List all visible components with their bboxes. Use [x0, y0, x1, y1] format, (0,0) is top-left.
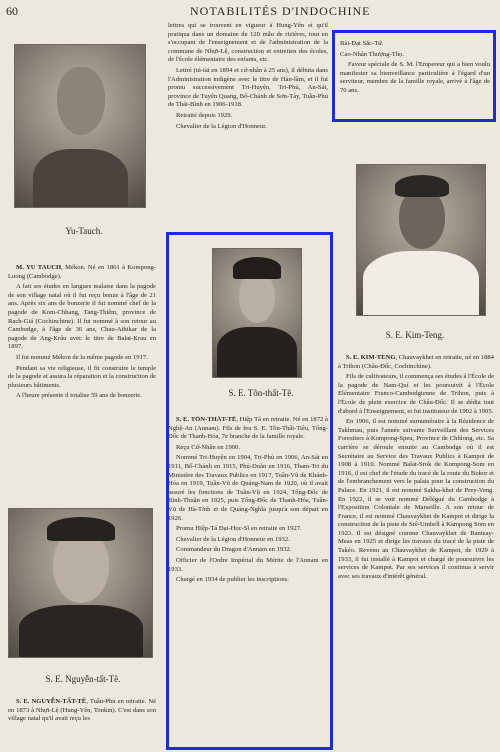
paragraph: A fait ses études en langues malaise dans la pagode de son village natal où il fut reçu bonze à l'âge de 21 ans. Après six ans de bonzerie il fut nommé chef de la pagode de Kom-Chhang, Tang-Thiêm, province de Rach-Giá (Cochinchine). Il fut nommé à son retour au Cambodge, à l'âge de 36 ans, Chau-Athikar de la pagode de Ang-Krâu avec le titre de Balat-Krau en 1897.	[8, 283, 156, 351]
paragraph: Reçu Cử-Nhân en 1900.	[176, 443, 241, 451]
caption-kim-teng: S. E. Kim-Teng.	[385, 330, 445, 340]
paragraph: Chevalier de la Légion d'Honneur.	[176, 122, 267, 130]
caption-yu-tauch: Yu-Tauch.	[65, 226, 103, 236]
paragraph: Chargé en 1934 de publier les inscriptions.	[176, 576, 289, 584]
page-number: 60	[6, 4, 18, 18]
paragraph: Chevalier de la Légion d'Honneur en 1932.	[176, 535, 290, 543]
paragraph: Cao-Nhân Thượng-Thọ.	[340, 50, 405, 58]
paragraph: Nommé Tri-Huyện en 1904, Tri-Phủ en 1906, An-Sát en 1911, Bố-Chánh en 1915, Phủ-Doãn en 1916, Tham-Tri du Ministère des Travaux Publics en 1917, Tuần-Vũ de Khánh-Hòa en 1919, Tuần-Vũ de Quảng-Nam de 1920, où il avait assuré les fonctions de Tuần-Vũ en 1924, Tổng-Đốc de Bình-Thuận en 1925, puis Tổng-Đốc de Thanh-Hóa, Tuần-Vũ de Hà-Tĩnh et de Quảng-Nghĩa jusqu'à son départ en 1926.	[168, 454, 328, 522]
paragraph: Bài-Đạt Sắc-Tứ.	[340, 40, 384, 47]
page-header: NOTABILITÉS D'INDOCHINE	[190, 4, 371, 18]
paragraph: Fils de cultivateurs, il commença ses études à l'École de la pagode de Nam-Quí et les poursuivit à l'École Elémentaire Franco-Cambodgienne de Trihon, puis à l'École de plein exercice de Châu-Đốc. Il se dédia tout d'abord à l'Enseignement, et fut instituteur de 1902 à 1905.	[338, 373, 494, 415]
paragraph: Officier de l'Ordre Impérial du Mérite de l'Annam en 1933.	[168, 556, 328, 573]
photo-nguyen-tat-te	[8, 508, 153, 658]
paragraph: lettres qui se trouvent en vigueur à Hung-Yên et qu'il pratiqua dans un domaine de 120 mẫu de rizières, tout en s'occupant de l'enseignement et de l'administration de la commune de Nhựt-Lệ, construction et entretien des écoles, de l'école élémentaire des enfants, etc.	[168, 22, 328, 64]
paragraph: En 1906, il est nommé surnuméraire à la Résidence de Takhmau, puis l'année suivante Surveillant des Services Forestiers à Kompong-Speu, Province de Chhlong, etc. Sa carrière se déroule ensuite au Cambodge où il est Secrétaire au Service des Travaux Publics à Kampot de 1908 à 1910. Nommé Balat-Srok de Kompong-Som en 1916, il est chef de l'étude du tracé de la route du Bokor et de l'embranchement vers le palais pour la construction du Palace. En 1921, il est nommé Sakha-khet de Prey-Veng. En 1922, il se voit nommé Délégué du Cambodge à l'Exposition Coloniale de Marseille. A son retour de France, il est nommé Chauvaykhet de Kampot et dirige la construction de la piste de Srê-Umbell à Kampong Som en 1923. Il est désigné comme Chauvaykhet de Banteay-Meas en 1925 et dirige les travaux du tracé de la piste de Takéo. Revenu au Chauvaykhet de Kampot, de 1929 à 1933, il fut installé à Kampot et chargé de poursuivre les services de Kampot. Par ses services il continua à servir avec ses travaux d'intérêt général.	[338, 418, 494, 580]
paragraph: A l'heure présente il totalise 59 ans de bonzerie.	[16, 392, 142, 400]
paragraph: Faveur spéciale de S. M. l'Empereur qui a bien voulu manifester sa bienveillance particulière à l'égard d'un serviteur, membre de la famille royale, arrivé à l'âge de 70 ans.	[340, 61, 490, 94]
caption-ton-that-te: S. E. Tôn-thất-Tê.	[228, 388, 294, 398]
paragraph: Pendant sa vie religieuse, il fit construire le temple de la pagode et assura la réparation et la construction de plusieurs bâtiments.	[8, 364, 156, 389]
paragraph: Promu Hiệp-Tá Đại-Học-Sĩ en retraite en 1927.	[176, 525, 302, 533]
photo-ton-that-te	[212, 248, 302, 378]
intro-ton-that-te: , Hiệp Tá en retraite. Né en 1872 à Nghệ-An (Annam). Fils de feu S. E. Tôn-Thất-Tiêu, Tổng-Đốc de Thanh-Hóa, 7e branche de la famille royale.	[168, 416, 328, 441]
name-ton-that-te: S. E. TÔN-THẤT-TÊ	[176, 416, 237, 423]
photo-kim-teng	[356, 164, 486, 316]
name-kim-teng: S. E. KIM-TENG	[346, 354, 396, 361]
name-nguyen-tat-te: S. E. NGUYỄN-TẤT-TÊ	[16, 698, 87, 705]
intro-kim-teng: , Chauvaykhet en retraite, né en 1884 à Trihon (Châu-Đốc, Cochinchine).	[338, 354, 494, 370]
paragraph: Commandeur du Dragon d'Annam en 1932.	[176, 546, 292, 554]
paragraph: Lettré (tú-tài en 1894 et cử-nhân à 25 ans), il débuta dans l'Administration indigène avec le titre de Hàn-lâm, et il fut promu successivement Tri-Huyện, Tri-Phủ, An-Sát, province de Tuyên Quang, Bố-Chánh de Sơn-Tây, Tuần-Phủ de Thái-Bình en 1906-1918.	[168, 66, 328, 109]
column-middle-bottom	[168, 416, 328, 742]
photo-yu-tauch	[14, 44, 146, 208]
paragraph: Il fut nommé Mékon de la même pagode en 1917.	[16, 353, 148, 361]
name-yu-tauch: M. YU TAUCH	[16, 264, 62, 271]
intro-yu-tauch: , Mékon. Né en 1861 à Kompong-Luong (Cambodge).	[8, 264, 156, 280]
column-left-top	[8, 264, 156, 403]
column-middle-top	[168, 22, 328, 222]
intro-nguyen-tat-te: , Tuần-Phủ en retraite. Né en 1873 à Nhựt-Lệ (Hung-Yên, Tonkin). C'est dans son village natal qu'il avait reçu les	[8, 698, 157, 723]
column-right-top	[340, 40, 490, 98]
column-left-bottom	[8, 698, 156, 726]
paragraph: Retraité depuis 1929.	[176, 111, 233, 119]
caption-nguyen-tat-te: S. E. Nguyễn-tất-Tê.	[45, 674, 121, 684]
column-right-bottom	[338, 354, 494, 742]
